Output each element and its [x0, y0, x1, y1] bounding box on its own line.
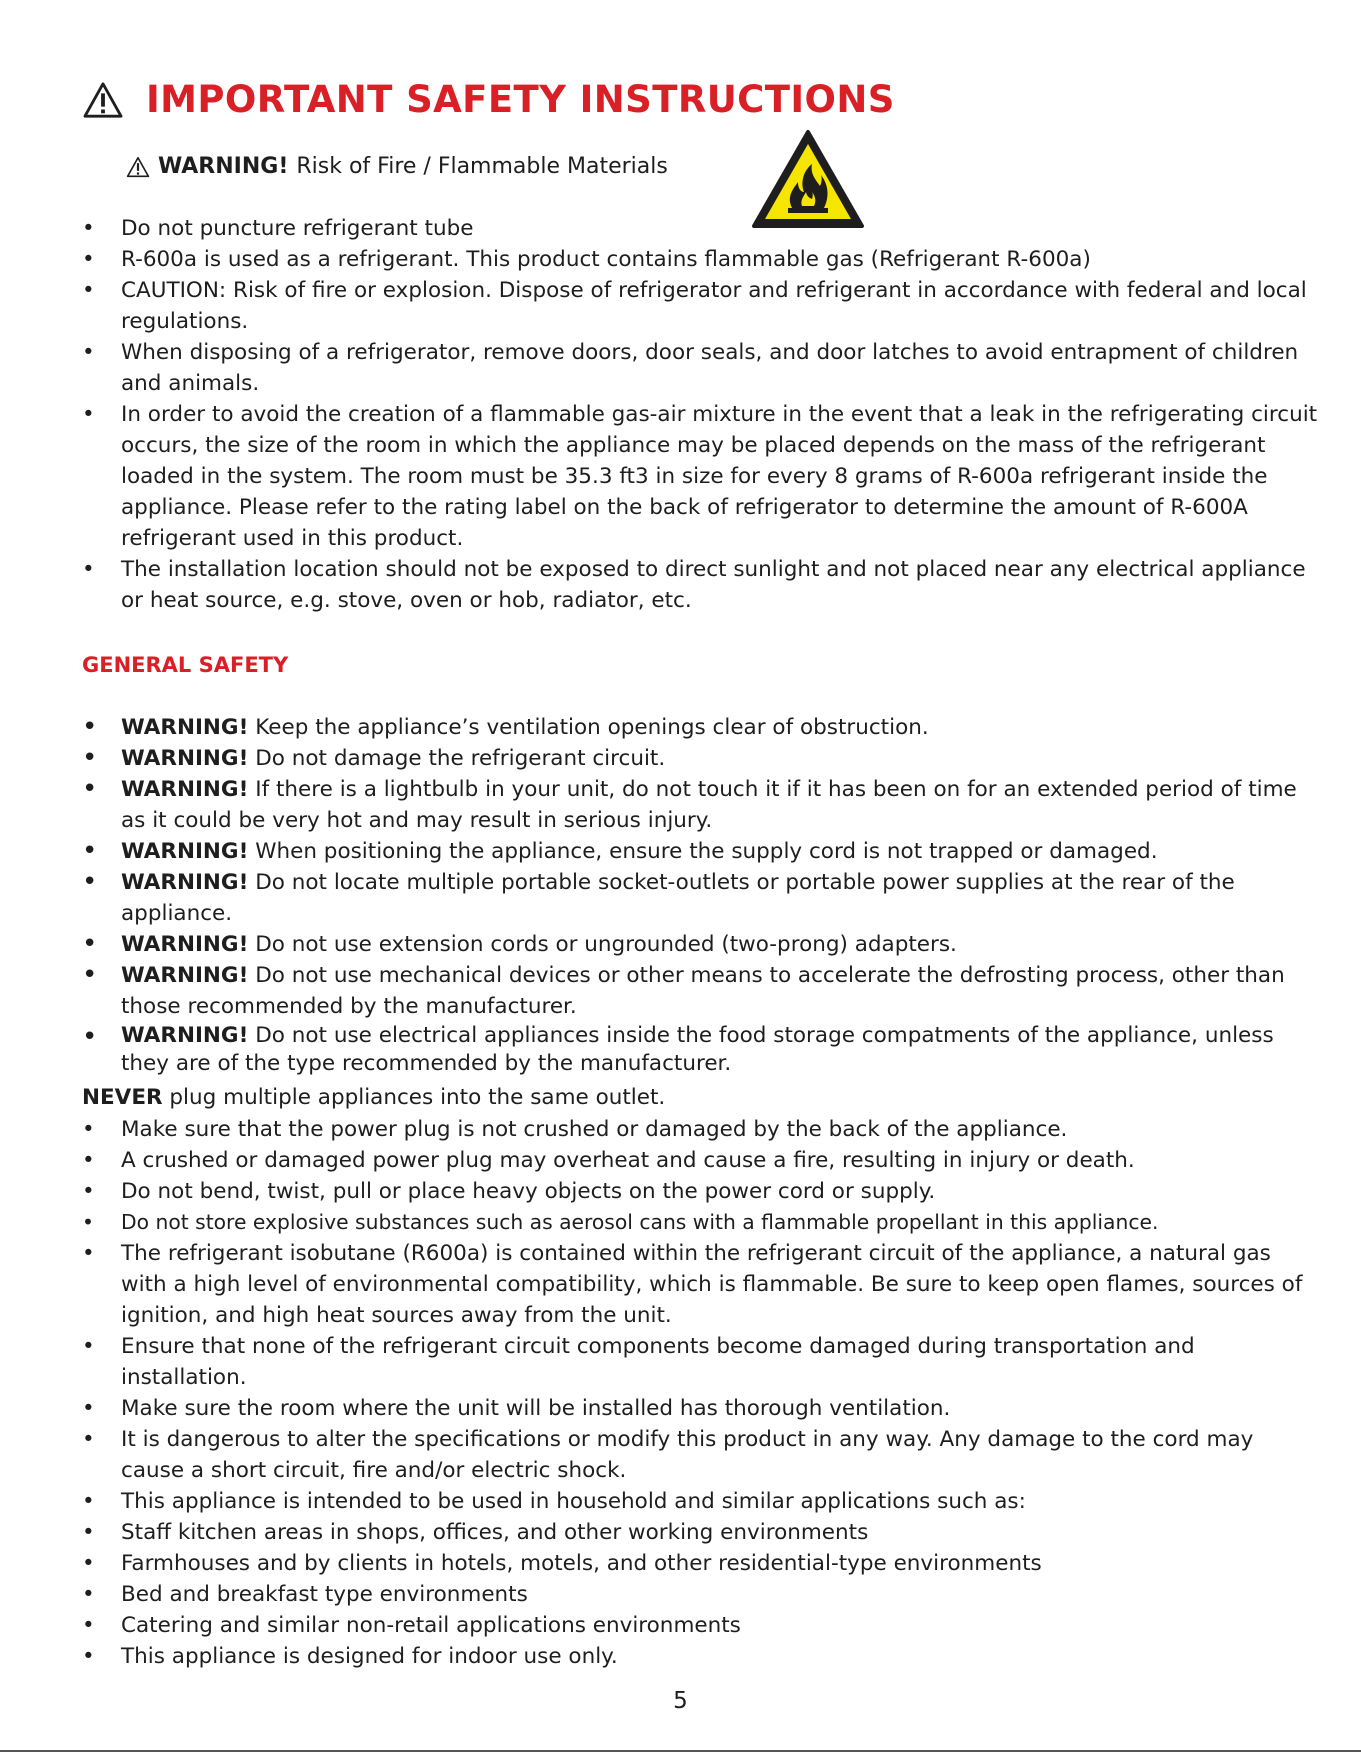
- list-item: • This appliance is intended to be used in household and similar applications such as:: [82, 1486, 1322, 1517]
- bullet: •: [82, 836, 98, 866]
- bullet: •: [82, 743, 98, 773]
- list-item: • Make sure that the power plug is not crushed or damaged by the back of the appliance.: [82, 1114, 1322, 1145]
- page-title: [82, 76, 895, 124]
- list-item: • The installation location should not be exposed to direct sunlight and not placed near any electrical appliance or heat source, e.g. stove, oven or hob, radiator, etc.: [82, 554, 1322, 616]
- warning-item: • WARNING! Do not use mechanical devices or other means to accelerate the defrosting process, other than those recommended by the manufacturer.: [82, 960, 1285, 1019]
- bullet: •: [82, 1148, 95, 1173]
- bullet: •: [82, 1644, 95, 1669]
- list-item: • It is dangerous to alter the specifications or modify this product in any way. Any damage to the cord may cause a short circuit, fire and/or electric shock.: [82, 1424, 1322, 1486]
- warning-item: • WARNING! If there is a lightbulb in your unit, do not touch it if it has been on for an extended period of time as it could be very hot and may result in serious injury.: [82, 774, 1297, 833]
- list-item: • A crushed or damaged power plug may overheat and cause a fire, resulting in injury or death.: [82, 1145, 1322, 1176]
- bullet: •: [82, 278, 95, 303]
- warning-item: • WARNING! Do not use electrical appliances inside the food storage compatments of the appliance, unless they are of the type recommended by the manufacturer.: [82, 1022, 1274, 1076]
- title-text: IMPORTANT SAFETY INSTRUCTIONS: [146, 78, 895, 121]
- warning-text: Risk of Fire / Flammable Materials: [296, 154, 668, 179]
- bullet: •: [82, 1022, 98, 1052]
- bullet: •: [82, 867, 98, 897]
- bullet: •: [82, 1334, 95, 1359]
- list-item: • Catering and similar non-retail applications environments: [82, 1610, 1322, 1641]
- warning-item: • WARNING! Keep the appliance’s ventilation openings clear of obstruction.: [82, 712, 929, 742]
- list-item: • This appliance is designed for indoor use only.: [82, 1641, 1322, 1672]
- never-text: plug multiple appliances into the same outlet.: [169, 1085, 666, 1110]
- list-item: • When disposing of a refrigerator, remove doors, door seals, and door latches to avoid entrapment of children and animals.: [82, 337, 1322, 399]
- general-safety-list: [82, 1114, 1322, 1672]
- bullet: •: [82, 1210, 94, 1234]
- bullet: •: [82, 216, 95, 241]
- bullet: •: [82, 1520, 95, 1545]
- general-warning-list: [82, 712, 1322, 1078]
- bullet: •: [82, 1179, 95, 1204]
- list-item: • Farmhouses and by clients in hotels, motels, and other residential-type environments: [82, 1548, 1322, 1579]
- bottom-rule: [0, 1750, 1361, 1752]
- bullet: •: [82, 1582, 95, 1607]
- bullet: •: [82, 247, 95, 272]
- bullet: •: [82, 1613, 95, 1638]
- list-item: • The refrigerant isobutane (R600a) is contained within the refrigerant circuit of the appliance, a natural gas with a high level of environmental compatibility, which is flammable. Be sure to keep open flames, sources of ignition, and high heat sources away from the unit.: [82, 1238, 1322, 1331]
- bullet: •: [82, 1241, 95, 1266]
- bullet: •: [82, 774, 98, 804]
- warning-item: • WARNING! When positioning the appliance, ensure the supply cord is not trapped or damaged.: [82, 836, 1158, 866]
- bullet: •: [82, 712, 98, 742]
- bullet: •: [82, 929, 98, 959]
- warning-triangle-icon: [82, 81, 124, 119]
- list-item: • Bed and breakfast type environments: [82, 1579, 1322, 1610]
- bullet: •: [82, 1427, 95, 1452]
- list-item: • In order to avoid the creation of a flammable gas-air mixture in the event that a leak in the refrigerating circuit occurs, the size of the room in which the appliance may be placed depends on the mass of the refrigerant loaded in the system. The room must be 35.3 ft3 in size for every 8 grams of R-600a refrigerant inside the appliance. Please refer to the rating label on the back of refrigerator to determine the amount of R-600A refrigerant used in this product.: [82, 399, 1322, 554]
- list-item: • R-600a is used as a refrigerant. This product contains flammable gas (Refrigerant R-600a): [82, 244, 1322, 275]
- bullet: •: [82, 1117, 95, 1142]
- fire-safety-list: [82, 213, 1322, 616]
- warning-item: • WARNING! Do not damage the refrigerant circuit.: [82, 743, 666, 773]
- list-item: • Do not puncture refrigerant tube: [82, 213, 1322, 244]
- list-item: • Do not bend, twist, pull or place heavy objects on the power cord or supply.: [82, 1176, 1322, 1207]
- list-item: • Ensure that none of the refrigerant circuit components become damaged during transportation and installation.: [82, 1331, 1322, 1393]
- warning-label: WARNING!: [158, 154, 289, 179]
- page-number: 5: [673, 1688, 688, 1714]
- never-statement: [82, 1082, 665, 1113]
- bullet: •: [82, 1551, 95, 1576]
- list-item: • Do not store explosive substances such as aerosol cans with a flammable propellant in this appliance.: [82, 1207, 1322, 1238]
- list-item: • CAUTION: Risk of fire or explosion. Dispose of refrigerator and refrigerant in accordance with federal and local regulations.: [82, 275, 1322, 337]
- fire-warning-heading: [126, 152, 668, 182]
- warning-item: • WARNING! Do not locate multiple portable socket-outlets or portable power supplies at the rear of the appliance.: [82, 867, 1235, 926]
- warning-triangle-small-icon: [126, 156, 150, 178]
- bullet: •: [82, 1489, 95, 1514]
- warning-item: • WARNING! Do not use extension cords or ungrounded (two-prong) adapters.: [82, 929, 957, 959]
- bullet: •: [82, 402, 95, 427]
- list-item: • Staff kitchen areas in shops, offices, and other working environments: [82, 1517, 1322, 1548]
- bullet: •: [82, 340, 95, 365]
- general-safety-heading: GENERAL SAFETY: [82, 653, 289, 677]
- list-item: • Make sure the room where the unit will be installed has thorough ventilation.: [82, 1393, 1322, 1424]
- bullet: •: [82, 960, 98, 990]
- bullet: •: [82, 1396, 95, 1421]
- bullet: •: [82, 557, 95, 582]
- never-label: NEVER: [82, 1085, 163, 1110]
